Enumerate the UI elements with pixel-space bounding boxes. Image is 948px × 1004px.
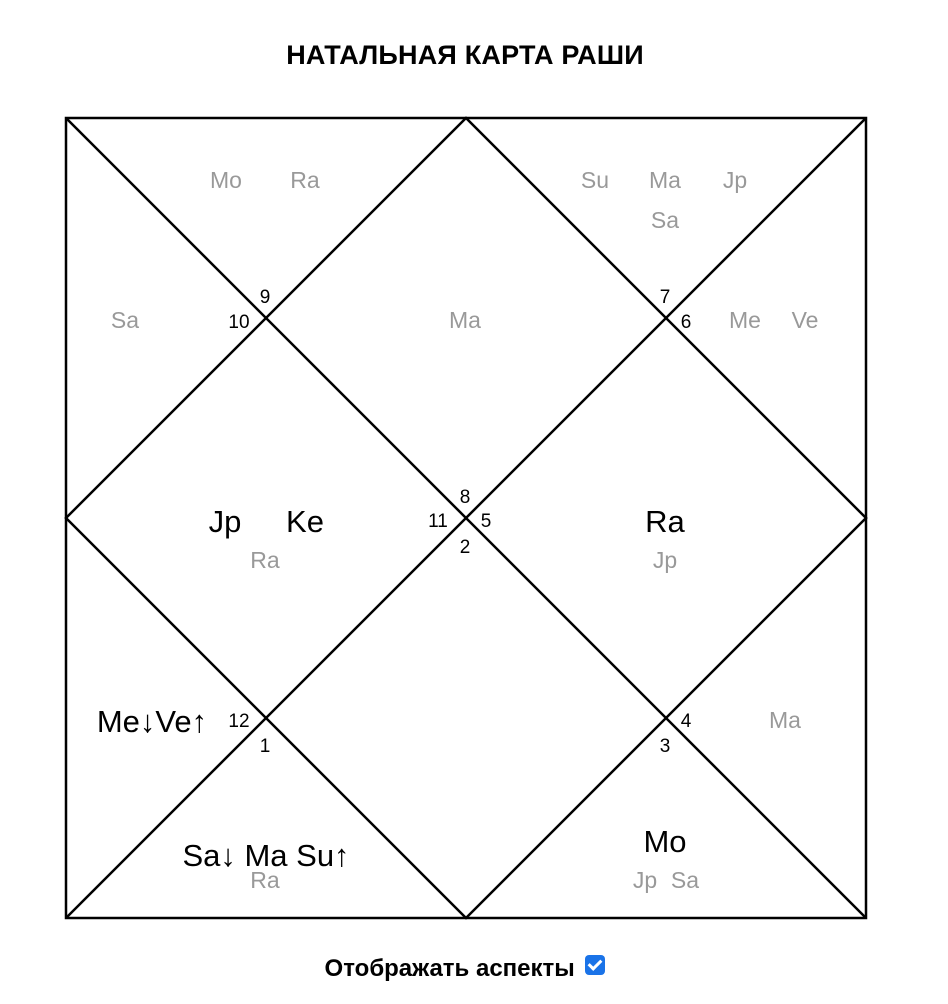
aspect-su-top-right: Su <box>580 167 610 193</box>
aspect-mo-top-left: Mo <box>210 167 242 193</box>
house-number-8: 8 <box>459 487 471 508</box>
aspect-ma-right: Ma <box>769 707 801 733</box>
checkmark-icon <box>585 955 605 975</box>
house-number-12: 12 <box>228 711 250 732</box>
aspects-toggle <box>0 955 930 984</box>
aspect-sa-left: Sa <box>110 307 140 333</box>
aspect-ma-top-right: Ma <box>649 167 681 193</box>
aspect-jp-top-right: Jp <box>722 167 748 193</box>
aspect-ra-under-jp: Ra <box>250 547 280 573</box>
aspect-ma-center-top: Ma <box>449 307 481 333</box>
aspects-toggle-label: Отображать аспекты <box>324 955 575 982</box>
house-number-6: 6 <box>680 312 692 333</box>
planet-sa-ma-su: Sa↓ Ma Su↑ <box>182 838 350 873</box>
house-number-5: 5 <box>480 511 492 532</box>
chart-lines <box>66 118 866 918</box>
house-number-4: 4 <box>680 711 692 732</box>
aspect-ra-top-left: Ra <box>290 167 320 193</box>
house-number-2: 2 <box>459 537 471 558</box>
planet-jp: Jp <box>208 504 242 539</box>
house-number-10: 10 <box>228 312 250 333</box>
planet-mo: Mo <box>643 824 687 859</box>
aspects-checkbox[interactable] <box>585 956 605 984</box>
house-number-3: 3 <box>659 736 671 757</box>
house-number-7: 7 <box>659 287 671 308</box>
house-number-11: 11 <box>428 511 448 532</box>
planet-ra: Ra <box>645 504 685 539</box>
aspect-sa-bottom-right: Sa <box>670 867 700 893</box>
house-number-1: 1 <box>259 736 271 757</box>
aspect-jp-bottom-right: Jp <box>632 867 658 893</box>
planet-me-ve: Me↓Ve↑ <box>96 704 208 739</box>
aspect-ra-bottom-left: Ra <box>250 867 280 893</box>
page-title: НАТАЛЬНАЯ КАРТА РАШИ <box>286 40 644 70</box>
house-number-9: 9 <box>259 287 271 308</box>
aspect-ve-right: Ve <box>791 307 819 333</box>
aspect-sa-top-right: Sa <box>650 207 680 233</box>
aspect-jp-under-ra: Jp <box>652 547 678 573</box>
aspect-me-right: Me <box>729 307 761 333</box>
planets <box>97 504 687 873</box>
planet-ke: Ke <box>286 504 324 539</box>
